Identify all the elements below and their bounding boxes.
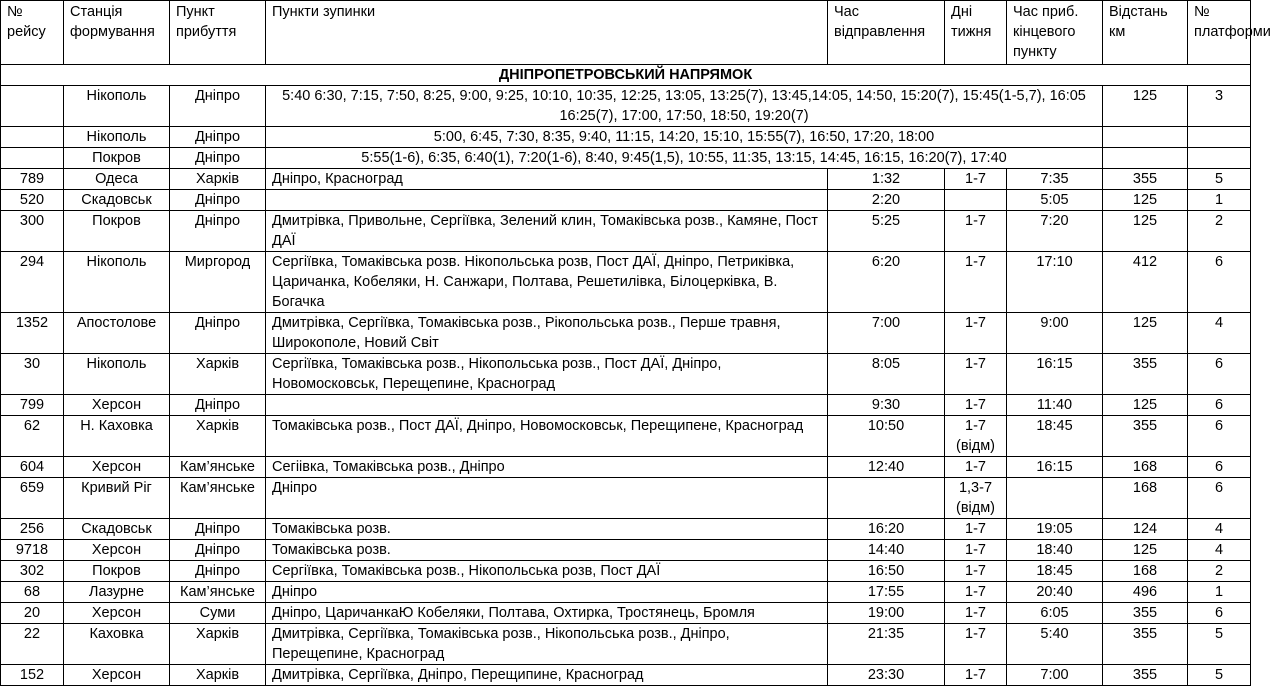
destination-cell: Харків bbox=[170, 416, 266, 457]
platform-cell bbox=[1188, 148, 1251, 169]
table-row bbox=[1, 190, 1251, 211]
table-header bbox=[1, 1, 1271, 65]
arrival-cell: 18:40 bbox=[1007, 540, 1103, 561]
destination-cell: Миргород bbox=[170, 252, 266, 313]
platform-cell: 5 bbox=[1188, 624, 1251, 665]
origin-cell: Скадовськ bbox=[64, 519, 170, 540]
table-row bbox=[1, 313, 1251, 354]
trip-number-cell bbox=[1, 86, 64, 127]
origin-cell: Н. Каховка bbox=[64, 416, 170, 457]
header-platform: № платформи bbox=[1188, 1, 1251, 65]
platform-cell: 2 bbox=[1188, 561, 1251, 582]
arrival-cell: 6:05 bbox=[1007, 603, 1103, 624]
arrival-cell: 20:40 bbox=[1007, 582, 1103, 603]
days-cell: 1-7 bbox=[945, 395, 1007, 416]
trip-number-cell: 152 bbox=[1, 665, 64, 686]
destination-cell: Харків bbox=[170, 169, 266, 190]
departure-cell: 1:32 bbox=[828, 169, 945, 190]
section-title: ДНІПРОПЕТРОВСЬКИЙ НАПРЯМОК bbox=[1, 65, 1251, 86]
departure-cell: 10:50 bbox=[828, 416, 945, 457]
arrival-cell: 16:15 bbox=[1007, 457, 1103, 478]
table-row bbox=[1, 252, 1251, 313]
header-distance: Відстань км bbox=[1103, 1, 1188, 65]
trip-number-cell: 20 bbox=[1, 603, 64, 624]
distance-cell: 355 bbox=[1103, 354, 1188, 395]
days-cell: 1-7 bbox=[945, 624, 1007, 665]
distance-cell: 496 bbox=[1103, 582, 1188, 603]
origin-cell: Нікополь bbox=[64, 354, 170, 395]
destination-cell: Дніпро bbox=[170, 395, 266, 416]
distance-cell bbox=[1103, 148, 1188, 169]
platform-cell: 4 bbox=[1188, 540, 1251, 561]
distance-cell: 355 bbox=[1103, 624, 1188, 665]
trip-number-cell: 789 bbox=[1, 169, 64, 190]
origin-cell: Одеса bbox=[64, 169, 170, 190]
destination-cell: Дніпро bbox=[170, 86, 266, 127]
stops-cell: Дніпро, ЦаричанкаЮ Кобеляки, Полтава, Охтирка, Тростянець, Бромля bbox=[266, 603, 828, 624]
section-row bbox=[1, 65, 1251, 86]
days-cell bbox=[945, 190, 1007, 211]
destination-cell: Дніпро bbox=[170, 148, 266, 169]
stops-cell bbox=[266, 395, 828, 416]
origin-cell: Херсон bbox=[64, 540, 170, 561]
departure-times-cell: 5:40 6:30, 7:15, 7:50, 8:25, 9:00, 9:25, 10:10, 10:35, 12:25, 13:05, 13:25(7), 13:45,14:05, 14:50, 15:20(7), 15:45(1-5,7), 16:05 16:25(7), 17:00, 17:50, 18:50, 19:20(7) bbox=[266, 86, 1103, 127]
origin-cell: Каховка bbox=[64, 624, 170, 665]
origin-cell: Покров bbox=[64, 148, 170, 169]
trip-number-cell bbox=[1, 127, 64, 148]
stops-cell: Дмитрівка, Сергіївка, Томаківська розв., Нікопольська розв., Дніпро, Перещепине, Красноград bbox=[266, 624, 828, 665]
trip-number-cell: 1352 bbox=[1, 313, 64, 354]
origin-cell: Нікополь bbox=[64, 86, 170, 127]
days-cell: 1-7 bbox=[945, 582, 1007, 603]
distance-cell: 124 bbox=[1103, 519, 1188, 540]
days-cell: 1-7 (відм) bbox=[945, 416, 1007, 457]
departure-cell: 14:40 bbox=[828, 540, 945, 561]
days-cell: 1-7 bbox=[945, 665, 1007, 686]
table-row bbox=[1, 457, 1251, 478]
departure-cell: 9:30 bbox=[828, 395, 945, 416]
trip-number-cell: 30 bbox=[1, 354, 64, 395]
stops-cell bbox=[266, 190, 828, 211]
trip-number-cell: 294 bbox=[1, 252, 64, 313]
stops-cell: Сергіївка, Томаківська розв., Нікопольська розв., Пост ДАЇ, Дніпро, Новомосковськ, Перещепине, Красноград bbox=[266, 354, 828, 395]
stops-cell: Сергіївка, Томаківська розв., Нікопольська розв, Пост ДАЇ bbox=[266, 561, 828, 582]
departure-cell: 23:30 bbox=[828, 665, 945, 686]
platform-cell: 2 bbox=[1188, 211, 1251, 252]
table-body bbox=[1, 65, 1251, 686]
table-row bbox=[1, 603, 1251, 624]
days-cell: 1,3-7 (відм) bbox=[945, 478, 1007, 519]
trip-number-cell: 659 bbox=[1, 478, 64, 519]
platform-cell: 6 bbox=[1188, 395, 1251, 416]
header-arrival-time: Час приб. кінцевого пункту bbox=[1007, 1, 1103, 65]
distance-cell: 125 bbox=[1103, 313, 1188, 354]
distance-cell: 125 bbox=[1103, 86, 1188, 127]
arrival-cell: 11:40 bbox=[1007, 395, 1103, 416]
distance-cell: 355 bbox=[1103, 169, 1188, 190]
days-cell: 1-7 bbox=[945, 354, 1007, 395]
destination-cell: Дніпро bbox=[170, 127, 266, 148]
distance-cell bbox=[1103, 127, 1188, 148]
platform-cell: 6 bbox=[1188, 478, 1251, 519]
days-cell: 1-7 bbox=[945, 540, 1007, 561]
origin-cell: Херсон bbox=[64, 665, 170, 686]
stops-cell: Сергіївка, Томаківська розв. Нікопольська розв, Пост ДАЇ, Дніпро, Петриківка, Царичанка, Кобеляки, Н. Санжари, Полтава, Решетилівка, Білоцерківка, В. Богачка bbox=[266, 252, 828, 313]
trip-number-cell: 256 bbox=[1, 519, 64, 540]
origin-cell: Лазурне bbox=[64, 582, 170, 603]
departure-cell: 17:55 bbox=[828, 582, 945, 603]
arrival-cell: 16:15 bbox=[1007, 354, 1103, 395]
destination-cell: Кам’янське bbox=[170, 582, 266, 603]
arrival-cell: 9:00 bbox=[1007, 313, 1103, 354]
table-row bbox=[1, 582, 1251, 603]
distance-cell: 125 bbox=[1103, 395, 1188, 416]
trip-number-cell: 300 bbox=[1, 211, 64, 252]
table-row bbox=[1, 211, 1251, 252]
days-cell: 1-7 bbox=[945, 211, 1007, 252]
distance-cell: 125 bbox=[1103, 540, 1188, 561]
arrival-cell bbox=[1007, 478, 1103, 519]
origin-cell: Херсон bbox=[64, 603, 170, 624]
stops-cell: Дмитрівка, Сергіївка, Дніпро, Перещипине, Красноград bbox=[266, 665, 828, 686]
departure-cell: 16:50 bbox=[828, 561, 945, 582]
trip-number-cell: 68 bbox=[1, 582, 64, 603]
platform-cell: 5 bbox=[1188, 169, 1251, 190]
trip-number-cell: 9718 bbox=[1, 540, 64, 561]
platform-cell: 3 bbox=[1188, 86, 1251, 127]
stops-cell: Дмитрівка, Привольне, Сергіївка, Зелений клин, Томаківська розв., Камяне, Пост ДАЇ bbox=[266, 211, 828, 252]
platform-cell: 1 bbox=[1188, 190, 1251, 211]
distance-cell: 168 bbox=[1103, 478, 1188, 519]
platform-cell: 1 bbox=[1188, 582, 1251, 603]
days-cell: 1-7 bbox=[945, 603, 1007, 624]
schedule-row bbox=[1, 86, 1251, 127]
departure-cell: 7:00 bbox=[828, 313, 945, 354]
destination-cell: Харків bbox=[170, 624, 266, 665]
destination-cell: Дніпро bbox=[170, 561, 266, 582]
departure-times-cell: 5:55(1-6), 6:35, 6:40(1), 7:20(1-6), 8:40, 9:45(1,5), 10:55, 11:35, 13:15, 14:45, 16:15, 16:20(7), 17:40 bbox=[266, 148, 1103, 169]
departure-cell: 21:35 bbox=[828, 624, 945, 665]
trip-number-cell: 62 bbox=[1, 416, 64, 457]
table-row bbox=[1, 561, 1251, 582]
destination-cell: Кам’янське bbox=[170, 478, 266, 519]
arrival-cell: 18:45 bbox=[1007, 416, 1103, 457]
stops-cell: Дмитрівка, Сергіївка, Томаківська розв., Рікопольська розв., Перше травня, Широкополе, Новий Світ bbox=[266, 313, 828, 354]
table-row bbox=[1, 478, 1251, 519]
arrival-cell: 19:05 bbox=[1007, 519, 1103, 540]
platform-cell: 6 bbox=[1188, 603, 1251, 624]
trip-number-cell: 22 bbox=[1, 624, 64, 665]
stops-cell: Сегіівка, Томаківська розв., Дніпро bbox=[266, 457, 828, 478]
destination-cell: Кам’янське bbox=[170, 457, 266, 478]
schedule-row bbox=[1, 148, 1251, 169]
platform-cell: 6 bbox=[1188, 416, 1251, 457]
stops-cell: Дніпро, Красноград bbox=[266, 169, 828, 190]
table-row bbox=[1, 169, 1251, 190]
table-row bbox=[1, 416, 1251, 457]
stops-cell: Дніпро bbox=[266, 582, 828, 603]
days-cell: 1-7 bbox=[945, 561, 1007, 582]
header-departure-time: Час відправлення bbox=[828, 1, 945, 65]
departure-times-cell: 5:00, 6:45, 7:30, 8:35, 9:40, 11:15, 14:20, 15:10, 15:55(7), 16:50, 17:20, 18:00 bbox=[266, 127, 1103, 148]
destination-cell: Харків bbox=[170, 665, 266, 686]
days-cell: 1-7 bbox=[945, 252, 1007, 313]
platform-cell: 6 bbox=[1188, 252, 1251, 313]
trip-number-cell: 302 bbox=[1, 561, 64, 582]
stops-cell: Дніпро bbox=[266, 478, 828, 519]
days-cell: 1-7 bbox=[945, 169, 1007, 190]
origin-cell: Кривий Ріг bbox=[64, 478, 170, 519]
arrival-cell: 5:05 bbox=[1007, 190, 1103, 211]
table-row bbox=[1, 540, 1251, 561]
departure-cell: 5:25 bbox=[828, 211, 945, 252]
platform-cell bbox=[1188, 127, 1251, 148]
days-cell: 1-7 bbox=[945, 519, 1007, 540]
origin-cell: Скадовськ bbox=[64, 190, 170, 211]
distance-cell: 412 bbox=[1103, 252, 1188, 313]
origin-cell: Покров bbox=[64, 211, 170, 252]
trip-number-cell bbox=[1, 148, 64, 169]
origin-cell: Нікополь bbox=[64, 127, 170, 148]
arrival-cell: 7:20 bbox=[1007, 211, 1103, 252]
header-weekdays: Дні тижня bbox=[945, 1, 1007, 65]
table-row bbox=[1, 624, 1251, 665]
platform-cell: 5 bbox=[1188, 665, 1251, 686]
table-row bbox=[1, 519, 1251, 540]
destination-cell: Дніпро bbox=[170, 211, 266, 252]
destination-cell: Дніпро bbox=[170, 519, 266, 540]
origin-cell: Апостолове bbox=[64, 313, 170, 354]
trip-number-cell: 520 bbox=[1, 190, 64, 211]
platform-cell: 6 bbox=[1188, 354, 1251, 395]
origin-cell: Покров bbox=[64, 561, 170, 582]
distance-cell: 355 bbox=[1103, 665, 1188, 686]
days-cell: 1-7 bbox=[945, 457, 1007, 478]
stops-cell: Томаківська розв. bbox=[266, 519, 828, 540]
platform-cell: 6 bbox=[1188, 457, 1251, 478]
trip-number-cell: 604 bbox=[1, 457, 64, 478]
distance-cell: 125 bbox=[1103, 211, 1188, 252]
destination-cell: Суми bbox=[170, 603, 266, 624]
platform-cell: 4 bbox=[1188, 519, 1251, 540]
arrival-cell: 7:00 bbox=[1007, 665, 1103, 686]
departure-cell: 8:05 bbox=[828, 354, 945, 395]
destination-cell: Дніпро bbox=[170, 190, 266, 211]
destination-cell: Харків bbox=[170, 354, 266, 395]
table-row bbox=[1, 665, 1251, 686]
destination-cell: Дніпро bbox=[170, 313, 266, 354]
platform-cell: 4 bbox=[1188, 313, 1251, 354]
header-stops: Пункти зупинки bbox=[266, 1, 828, 65]
departure-cell: 2:20 bbox=[828, 190, 945, 211]
table-row bbox=[1, 395, 1251, 416]
stops-cell: Томаківська розв. bbox=[266, 540, 828, 561]
arrival-cell: 17:10 bbox=[1007, 252, 1103, 313]
departure-cell bbox=[828, 478, 945, 519]
departure-cell: 12:40 bbox=[828, 457, 945, 478]
trip-number-cell: 799 bbox=[1, 395, 64, 416]
distance-cell: 355 bbox=[1103, 416, 1188, 457]
arrival-cell: 18:45 bbox=[1007, 561, 1103, 582]
header-trip-number: № рейсу bbox=[1, 1, 64, 65]
departure-cell: 19:00 bbox=[828, 603, 945, 624]
arrival-cell: 7:35 bbox=[1007, 169, 1103, 190]
distance-cell: 168 bbox=[1103, 561, 1188, 582]
days-cell: 1-7 bbox=[945, 313, 1007, 354]
origin-cell: Нікополь bbox=[64, 252, 170, 313]
header-origin-station: Станція формування bbox=[64, 1, 170, 65]
arrival-cell: 5:40 bbox=[1007, 624, 1103, 665]
distance-cell: 168 bbox=[1103, 457, 1188, 478]
destination-cell: Дніпро bbox=[170, 540, 266, 561]
schedule-row bbox=[1, 127, 1251, 148]
table-row bbox=[1, 354, 1251, 395]
header-destination: Пункт прибуття bbox=[170, 1, 266, 65]
departure-cell: 16:20 bbox=[828, 519, 945, 540]
distance-cell: 125 bbox=[1103, 190, 1188, 211]
distance-cell: 355 bbox=[1103, 603, 1188, 624]
stops-cell: Томаківська розв., Пост ДАЇ, Дніпро, Новомосковськ, Перещипене, Красноград bbox=[266, 416, 828, 457]
departure-cell: 6:20 bbox=[828, 252, 945, 313]
origin-cell: Херсон bbox=[64, 395, 170, 416]
origin-cell: Херсон bbox=[64, 457, 170, 478]
